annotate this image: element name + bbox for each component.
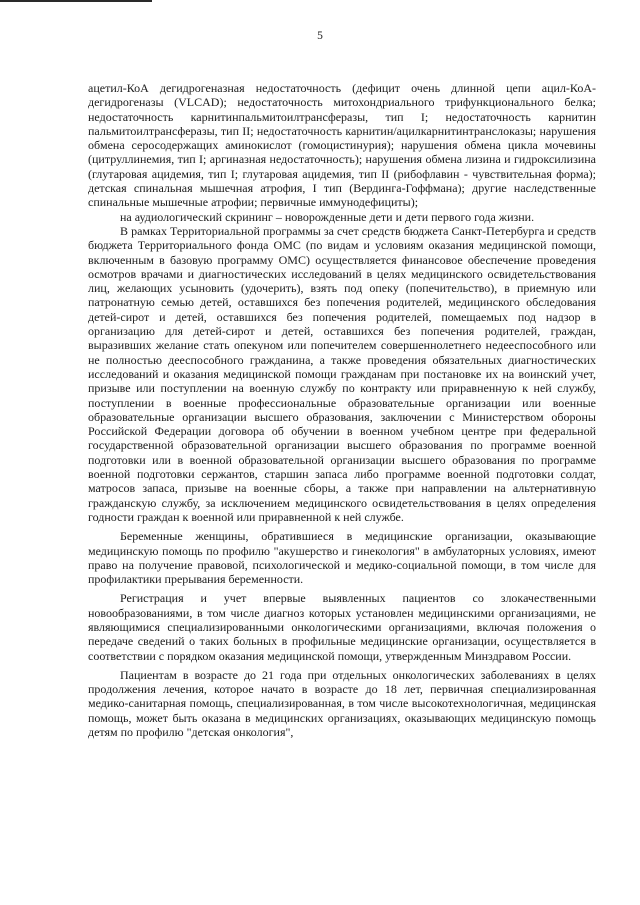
page-number: 5 — [317, 30, 323, 42]
paragraph-metabolic-disorders-list: ацетил-КоА дегидрогеназная недостаточность (дефицит очень длинной цепи ацил-КоА-дегидрогеназы (VLCAD); недостаточность митохондриального трифункционального белка; недостаточность карнитинпальмитоилтрансферазы, тип I; недостаточность карнитин пальмитоилтрансферазы, тип II; недостаточность карнитин/ацилкарнитинтранслоказы; нарушения обмена серосодержащих аминокислот (гомоцистинурия); нарушения обмена цикла мочевины (цитруллинемия, тип I; аргиназная недостаточность); нарушения обмена лизина и гидроксилизина (глутаровая ацидемия, тип I; глутаровая ацидемия, тип II (рибофлавин - чувствительная форма); детская спинальная мышечная атрофия, I тип (Вердинга-Гоффмана); другие наследственные спинальные мышечные атрофии; первичные иммунодефициты); — [88, 81, 596, 210]
paragraph-financial-provision: В рамках Территориальной программы за счет средств бюджета Санкт-Петербурга и средств бюджета Территориального фонда ОМС (по видам и условиям оказания медицинской помощи, включенным в базовую программу ОМС) осуществляется финансовое обеспечение проведения осмотров врачами и диагностических исследований в целях медицинского освидетельствования лиц, желающих усыновить (удочерить), взять под опеку (попечительство), в приемную или патронатную семью детей, оставшихся без попечения родителей, медицинского обследования детей-сирот и детей, оставшихся без попечения родителей, помещаемых под надзор в организацию для детей-сирот и детей, оставшихся без попечения родителей, граждан, выразивших желание стать опекуном или попечителем совершеннолетнего недееспособного или не полностью дееспособного гражданина, а также проведения обязательных диагностических исследований и оказания медицинской помощи гражданам при постановке их на воинский учет, призыве или поступлении на военную службу по контракту или приравненную к ней службу, поступлении в военные профессиональные образовательные организации или военные образовательные организации высшего образования, заключении с Министерством обороны Российской Федерации договора об обучении в военном учебном центре при федеральной государственной образовательной организации высшего образования по программе военной подготовки или в военной образовательной организации высшего образования по программе военной подготовки сержантов, старшин запаса либо программе военной подготовки солдат, матросов запаса, призыве на военные сборы, а также при направлении на альтернативную гражданскую службу, за исключением медицинского освидетельствования в целях определения годности граждан к военной или приравненной к ней службе. — [88, 223, 596, 524]
paragraph-audiological-screening: на аудиологический скрининг – новорожденные дети и дети первого года жизни. — [120, 209, 535, 224]
paragraph-pregnant-women: Беременные женщины, обратившиеся в медицинские организации, оказывающие медицинскую помощь по профилю "акушерство и гинекология" в амбулаторных условиях, имеют право на получение правовой, психологической и медико-социальной помощи, в том числе для профилактики прерывания беременности. — [88, 529, 596, 587]
document-body — [88, 81, 596, 739]
paragraph-oncology-under-21: Пациентам в возрасте до 21 года при отдельных онкологических заболеваниях в целях продолжения лечения, которое начато в возрасте до 18 лет, первичная специализированная медико-санитарная помощь, специализированная, в том числе высокотехнологичная, медицинская помощь, может быть оказана в медицинских организациях, оказывающих медицинскую помощь детям по профилю "детская онкология", — [88, 667, 596, 740]
paragraph-oncology-registration: Регистрация и учет впервые выявленных пациентов со злокачественными новообразованиями, в том числе диагноз которых установлен медицинскими организациями, не являющимися специализированными онкологическими организациями, включая положения о передаче сведений о таких больных в профильные медицинские организации, осуществляется в соответствии с порядком оказания медицинской помощи, утвержденным Минздравом России. — [88, 591, 596, 663]
scan-edge-mark — [0, 0, 152, 2]
